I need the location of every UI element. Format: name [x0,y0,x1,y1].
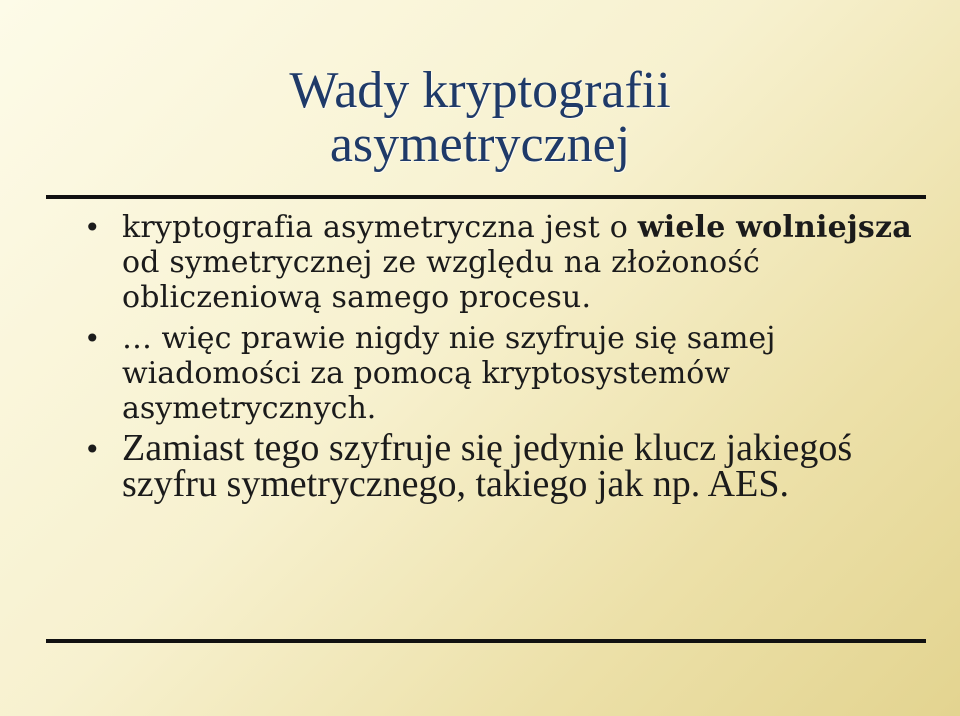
bullet-item-3 [84,427,924,505]
bullet-1-emphasis: wiele wolniejsza [637,210,912,245]
bullet-2-text: … więc prawie nigdy nie szyfruje się samej wiadomości za pomocą kryptosystemów asymetrycznych. [122,321,776,426]
bullet-item-1 [84,210,924,315]
bullet-1-text-end: od symetrycznej ze względu na złożoność obliczeniową samego procesu. [122,245,760,315]
top-divider [46,195,926,199]
bottom-divider [46,639,926,643]
bullet-item-2 [84,321,924,426]
bullet-icon: • [84,211,101,244]
slide-title-line-2: asymetrycznej [329,116,631,173]
bullet-list [84,210,924,505]
bullet-3-text: Zamiast tego szyfruje się jedynie klucz jakiegoś szyfru symetrycznego, takiego jak np. AES. [122,427,853,505]
slide-title-line-1: Wady kryptografii [289,62,671,119]
bullet-icon: • [84,433,101,466]
bullet-1-text-start: kryptografia asymetryczna jest o [122,210,638,245]
bullet-icon: • [84,322,101,355]
slide-title [0,64,960,172]
